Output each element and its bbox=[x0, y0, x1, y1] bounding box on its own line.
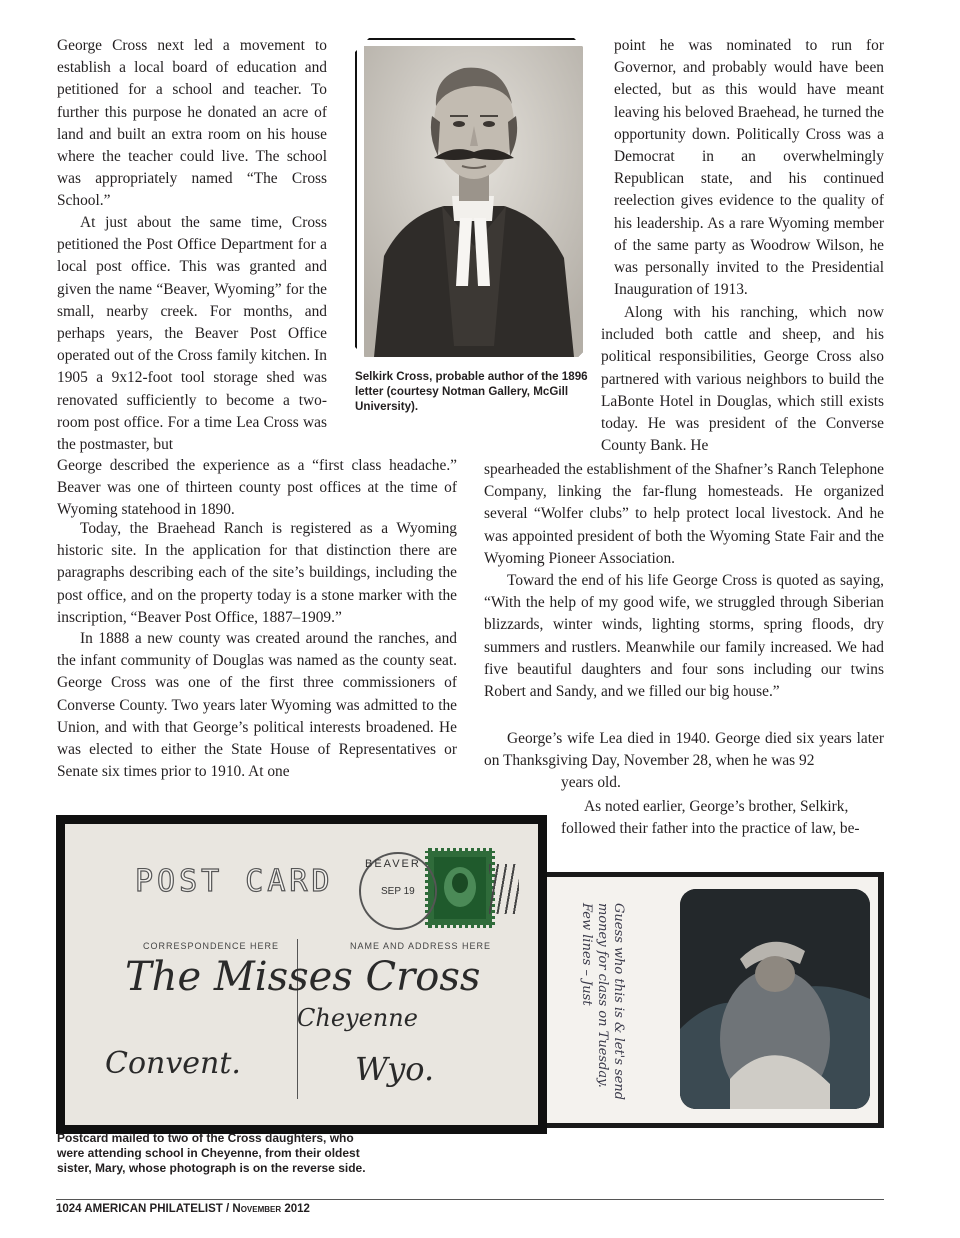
address-city: Cheyenne bbox=[297, 1004, 418, 1032]
paragraph-historic-site: Today, the Braehead Ranch is registered as a Wyoming historic site. In the application for that distinction there are paragraphs describing each of the site’s buildings, including the post office, and on the property today is a stone marker with the inscription, “Beaver Post Office, 1887–1909.” bbox=[57, 520, 457, 626]
paragraph-ranching-cont: spearheaded the establishment of the Shafner’s Ranch Telephone Company, linking the far-flung homesteads. He organized several “Wolfer clubs” to help protect local livestock. And he was appointed president of both the Wyoming State Fair and the Wyoming Pioneer Association. bbox=[484, 461, 884, 567]
postcard-caption: Postcard mailed to two of the Cross daughters, who were attending school in Cheyenne, from their oldest sister, Mary, whose photograph is on the reverse side. bbox=[57, 1131, 366, 1175]
mary-cross-photo bbox=[680, 889, 870, 1109]
postcard-reverse-side bbox=[530, 872, 884, 1128]
handwritten-note: Guess who this is & let's send money for class on Tuesday. Few lines – Just bbox=[579, 903, 626, 1101]
magazine-name: AMERICAN PHILATELIST bbox=[84, 1203, 223, 1215]
portrait-illustration bbox=[364, 46, 583, 357]
postmark-date: SEP 19 bbox=[381, 886, 415, 897]
portrait-photo bbox=[364, 46, 583, 357]
correspondence-label: CORRESPONDENCE HERE bbox=[143, 941, 280, 951]
address-label: NAME AND ADDRESS HERE bbox=[350, 941, 492, 951]
postcard-heading: POST CARD bbox=[135, 864, 334, 899]
portrait-caption: Selkirk Cross, probable author of the 1896 letter (courtesy Notman Gallery, McGill University). bbox=[355, 370, 588, 413]
page-footer bbox=[56, 1203, 310, 1215]
page-number: 1024 bbox=[56, 1203, 82, 1215]
issue-date: November 2012 bbox=[232, 1203, 310, 1215]
stamp-portrait-icon bbox=[428, 851, 492, 925]
footer-rule bbox=[56, 1199, 884, 1200]
paragraph-selkirk-cont: followed their father into the practice of law, be- bbox=[561, 820, 860, 837]
paragraph-selkirk: As noted earlier, George’s brother, Selkirk, bbox=[584, 798, 849, 815]
footer-separator: / bbox=[222, 1203, 233, 1215]
cancellation-lines bbox=[489, 864, 519, 914]
address-recipient: The Misses Cross bbox=[125, 954, 481, 1000]
paragraph-school: George Cross next led a movement to establish a local board of education and petitioned for a school and teacher. To further this purpose he donated an acre of land and built an extra room on his house where the teacher could live. The school was appropriately named “The Cross School.” bbox=[57, 37, 327, 210]
postcard-front bbox=[56, 815, 547, 1134]
paragraph-death: George’s wife Lea died in 1940. George died six years later on Thanksgiving Day, November 28, when he was 92 bbox=[484, 730, 884, 770]
selkirk-cross-portrait bbox=[355, 38, 592, 365]
postcard-reverse-card bbox=[536, 877, 878, 1123]
postcard-front-card bbox=[65, 824, 538, 1125]
address-convent: Convent. bbox=[105, 1046, 241, 1081]
paragraph-death-cont: years old. bbox=[561, 774, 621, 791]
address-state: Wyo. bbox=[355, 1050, 435, 1088]
paragraph-post-office-cont: George described the experience as a “first class headache.” Beaver was one of thirteen county post offices at the time of Wyoming statehood in 1890. bbox=[57, 457, 457, 519]
paragraph-quote: Toward the end of his life George Cross is quoted as saying, “With the help of my good wife, we struggled through Siberian blizzards, winter winds, lighting storms, spring floods, dry summers and rustlers. Meanwhile our family increased. We had five beautiful daughters and four sons including our twins Robert and Sandy, and we filled our big house.” bbox=[484, 572, 884, 701]
paragraph-converse-county: In 1888 a new county was created around the ranches, and the infant community of Douglas was named as the county seat. George Cross was one of the first three commissioners of Converse County. Two years later Wyoming was admitted to the Union, and with that George’s political interests broadened. He was elected to either the State House of Representatives or Senate six times prior to 1910. At one bbox=[57, 630, 457, 781]
paragraph-governor: point he was nominated to run for Governor, and probably would have been elected, but as this would have meant leaving his beloved Braehead, he turned the opportunity down. Politically Cross was a Democrat in an overwhelmingly Republican state, and his continued reelection gives evidence to the quality of his leadership. As a rare Wyoming member of the same party as Woodrow Wilson, he was personally invited to the Presidential Inauguration of 1913. bbox=[614, 37, 884, 299]
paragraph-ranching: Along with his ranching, which now included both cattle and sheep, and his political responsibilities, George Cross also partnered with various neighbors to build the LaBonte Hotel in Douglas, which still exists today. He was president of the Converse County Bank. He bbox=[601, 304, 884, 455]
postmark-city: BEAVER bbox=[365, 858, 421, 870]
paragraph-post-office: At just about the same time, Cross petitioned the Post Office Department for a local post office. This was granted and given the name “Beaver, Wyoming” for the small, nearby creek. For months, and perhaps years, the Beaver Post Office operated out of the Cross family kitchen. In 1905 a 9x12-foot tool storage shed was renovated sufficiently to become a two-room post office. For a time Lea Cross was the postmaster, but bbox=[57, 214, 327, 454]
